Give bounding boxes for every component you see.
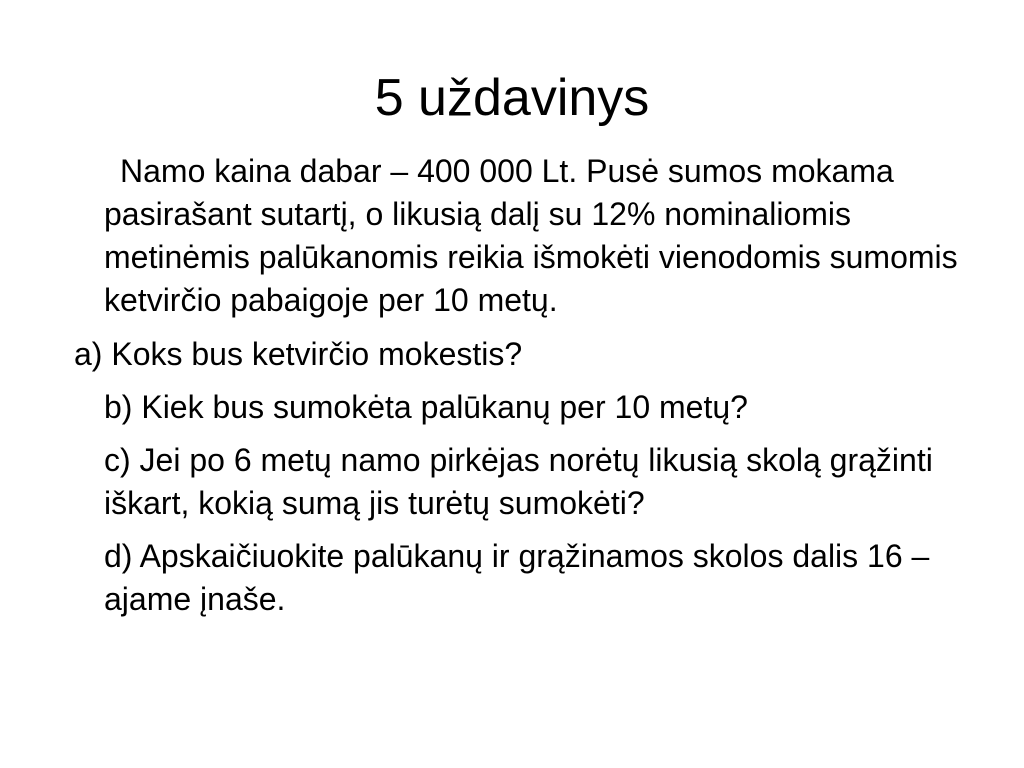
slide-title: 5 uždavinys [374,69,650,127]
question-a: a) Koks bus ketvirčio mokestis? [74,336,523,372]
question-b: b) Kiek bus sumokėta palūkanų per 10 metų? [104,389,748,425]
problem-statement: Namo kaina dabar – 400 000 Lt. Pusė sumos mokama pasirašant sutartį, o likusią dalį su 12% nominaliomis metinėmis palūkanomis reikia išmokėti vienodomis sumomis ketvirčio pabaigoje per 10 metų. [104,153,958,318]
question-d: d) Apskaičiuokite palūkanų ir grąžinamos skolos dalis 16 – ajame įnaše. [104,538,930,617]
slide-body [74,150,994,631]
question-c: c) Jei po 6 metų namo pirkėjas norėtų likusią skolą grąžinti iškart, kokią sumą jis turėtų sumokėti? [104,442,933,521]
